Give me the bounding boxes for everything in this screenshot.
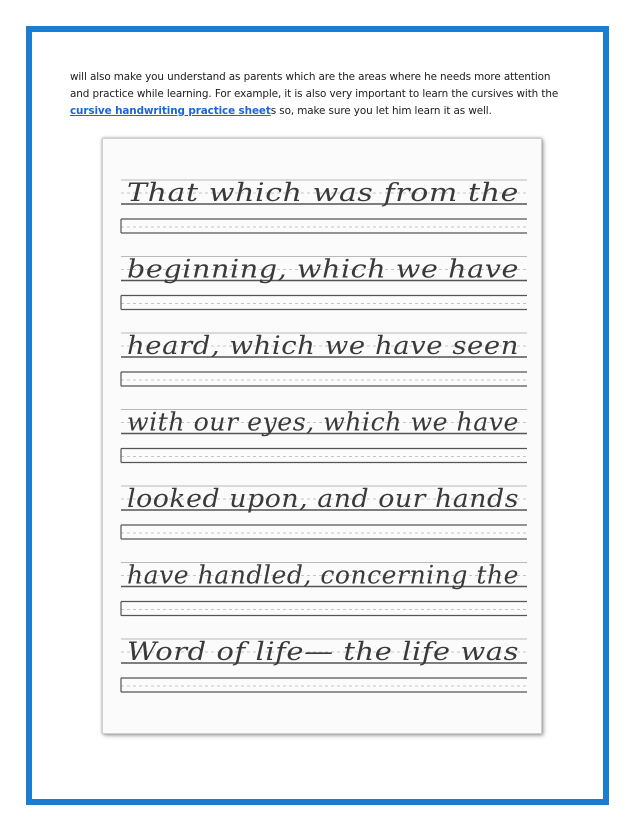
intro-line-1: will also make you understand as parents which are the areas where he needs more attention (70, 71, 551, 83)
practice-line (121, 331, 527, 386)
practice-line (121, 178, 527, 233)
practice-line (121, 408, 527, 463)
cursive-line-text: have handled, concerning the (127, 560, 519, 590)
cursive-line-text: Word of life— the life was (127, 637, 519, 666)
link-suffix: s (270, 105, 277, 117)
practice-line (121, 561, 527, 616)
intro-paragraph (70, 69, 566, 120)
practice-line (121, 637, 527, 692)
cursive-line-text: beginning, which we have (127, 254, 519, 284)
practice-line (121, 255, 527, 310)
intro-line-3-rest: so, make sure you let him learn it as well. (276, 105, 492, 117)
cursive-line-text: with our eyes, which we have (127, 407, 519, 437)
cursive-line-text: heard, which we have seen (127, 331, 519, 360)
intro-line-3 (70, 103, 566, 120)
intro-line-2: and practice while learning. For example, it is also very important to learn the cursives with the (70, 88, 559, 100)
cursive-practice-worksheet (102, 138, 542, 734)
cursive-line-text: looked upon, and our hands (127, 484, 519, 513)
practice-line (121, 484, 527, 539)
cursive-sheet-link[interactable]: cursive handwriting practice sheet (70, 105, 271, 117)
cursive-line-text: That which was from the (127, 178, 519, 207)
